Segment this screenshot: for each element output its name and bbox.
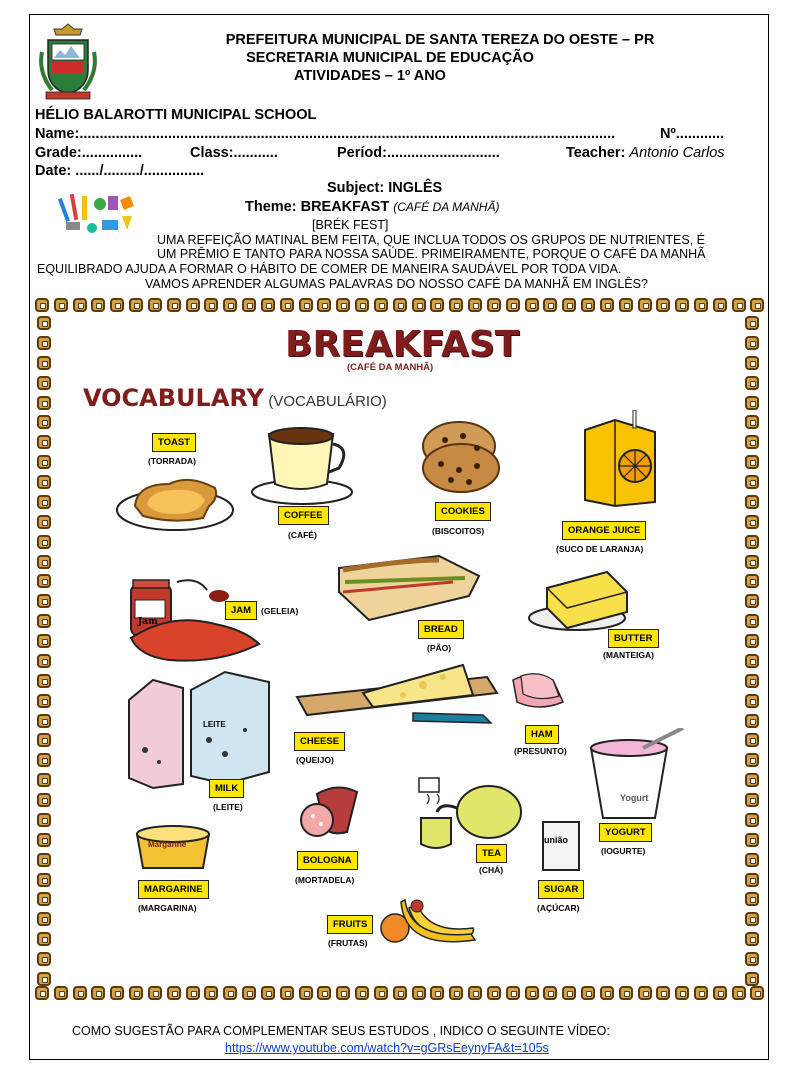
- frame-bead: [204, 986, 218, 1000]
- frame-bead: [412, 986, 426, 1000]
- frame-bead: [129, 986, 143, 1000]
- frame-bead: [732, 986, 746, 1000]
- milk-cartons-icon: [125, 670, 275, 790]
- frame-bead: [35, 986, 49, 1000]
- jam-jar-label: Jam: [138, 617, 158, 627]
- butter-icon: [527, 568, 637, 638]
- name-field: Name:.....................................................................................................................................: [35, 126, 616, 142]
- translation-toast: (TORRADA): [148, 456, 197, 466]
- frame-bead: [393, 298, 407, 312]
- frame-bead: [543, 986, 557, 1000]
- frame-bead: [745, 932, 759, 946]
- frame-bead: [600, 298, 614, 312]
- frame-bead: [745, 912, 759, 926]
- frame-bead: [355, 986, 369, 1000]
- label-bread: BREAD: [418, 620, 464, 639]
- frame-bead: [745, 535, 759, 549]
- frame-bead: [110, 298, 124, 312]
- frame-bead: [186, 986, 200, 1000]
- frame-bottom-border: [35, 986, 765, 1004]
- cookies-icon: [415, 418, 503, 496]
- frame-bead: [167, 986, 181, 1000]
- sugar-package-text: união: [544, 835, 568, 845]
- label-tea: TEA: [476, 844, 507, 863]
- frame-bead: [745, 515, 759, 529]
- frame-bead: [242, 298, 256, 312]
- frame-bead: [393, 986, 407, 1000]
- frame-bead: [619, 298, 633, 312]
- label-milk: MILK: [209, 779, 244, 798]
- frame-bead: [37, 674, 51, 688]
- frame-bead: [374, 986, 388, 1000]
- frame-bead: [675, 986, 689, 1000]
- fruits-icon: [375, 892, 481, 950]
- frame-bead: [37, 912, 51, 926]
- frame-bead: [37, 733, 51, 747]
- frame-bead: [37, 435, 51, 449]
- label-jam: JAM: [225, 601, 257, 620]
- frame-right-border: [745, 316, 763, 986]
- frame-bead: [91, 298, 105, 312]
- frame-bead: [745, 495, 759, 509]
- frame-bead: [745, 555, 759, 569]
- frame-bead: [148, 298, 162, 312]
- frame-bead: [525, 986, 539, 1000]
- label-bologna: BOLOGNA: [297, 851, 358, 870]
- grade-field: Grade:...............: [35, 145, 143, 161]
- frame-bead: [73, 298, 87, 312]
- label-margarine: MARGARINE: [138, 880, 209, 899]
- orange-juice-box-icon: [575, 410, 665, 508]
- poster-subtitle: (CAFÉ DA MANHÃ): [347, 362, 434, 373]
- theme-label: Theme: BREAKFAST: [245, 199, 390, 215]
- label-cheese: CHEESE: [294, 732, 345, 751]
- frame-bead: [223, 298, 237, 312]
- frame-bead: [317, 986, 331, 1000]
- tea-pot-icon: [407, 748, 525, 866]
- translation-sugar: (AÇÚCAR): [537, 903, 580, 913]
- frame-bead: [37, 952, 51, 966]
- translation-cheese: (QUEIJO): [296, 755, 334, 765]
- frame-bead: [745, 714, 759, 728]
- frame-bead: [37, 455, 51, 469]
- frame-bead: [713, 986, 727, 1000]
- vocabulary-title: VOCABULARY: [83, 384, 264, 412]
- frame-bead: [430, 298, 444, 312]
- frame-bead: [37, 515, 51, 529]
- frame-bead: [745, 773, 759, 787]
- frame-bead: [562, 298, 576, 312]
- frame-bead: [223, 986, 237, 1000]
- frame-bead: [713, 298, 727, 312]
- translation-coffee: (CAFÉ): [288, 530, 317, 540]
- intro-line-1: UMA REFEIÇÃO MATINAL BEM FEITA, QUE INCLUA TODOS OS GRUPOS DE NUTRIENTES, É: [157, 233, 706, 247]
- translation-bologna: (MORTADELA): [295, 875, 355, 885]
- video-link[interactable]: https://www.youtube.com/watch?v=gGRsEeynyFA&t=105s: [225, 1041, 549, 1055]
- frame-bead: [37, 654, 51, 668]
- translation-ham: (PRESUNTO): [514, 746, 567, 756]
- frame-bead: [487, 298, 501, 312]
- frame-bead: [37, 714, 51, 728]
- frame-bead: [37, 356, 51, 370]
- frame-bead: [37, 773, 51, 787]
- intro-line-2: UM PRÊMIO E TANTO PARA NOSSA SAÚDE. PRIMEIRAMENTE, PORQUE O CAFÉ DA MANHÃ: [157, 247, 706, 261]
- sugar-package-icon: [541, 820, 581, 872]
- frame-bead: [750, 298, 764, 312]
- frame-bead: [694, 986, 708, 1000]
- frame-bead: [35, 298, 49, 312]
- label-yogurt: YOGURT: [599, 823, 652, 842]
- frame-bead: [745, 356, 759, 370]
- frame-bead: [37, 813, 51, 827]
- translation-butter: (MANTEIGA): [603, 650, 654, 660]
- frame-bead: [468, 298, 482, 312]
- period-field: Períod:............................: [337, 145, 500, 161]
- translation-bread: (PÃO): [427, 643, 452, 653]
- frame-bead: [37, 694, 51, 708]
- frame-bead: [581, 986, 595, 1000]
- frame-bead: [37, 336, 51, 350]
- frame-bead: [656, 298, 670, 312]
- frame-bead: [355, 298, 369, 312]
- header-line-2: SECRETARIA MUNICIPAL DE EDUCAÇÃO: [246, 50, 534, 66]
- frame-bead: [412, 298, 426, 312]
- frame-bead: [73, 986, 87, 1000]
- teacher-field: [566, 145, 725, 161]
- frame-bead: [186, 298, 200, 312]
- coffee-cup-icon: [247, 418, 357, 508]
- frame-bead: [745, 376, 759, 390]
- frame-bead: [129, 298, 143, 312]
- frame-bead: [619, 986, 633, 1000]
- frame-bead: [468, 986, 482, 1000]
- cheese-and-knife-icon: [293, 663, 503, 733]
- frame-bead: [261, 986, 275, 1000]
- frame-bead: [745, 873, 759, 887]
- frame-left-border: [37, 316, 55, 986]
- label-butter: BUTTER: [608, 629, 659, 648]
- frame-bead: [37, 972, 51, 986]
- frame-bead: [167, 298, 181, 312]
- frame-bead: [745, 415, 759, 429]
- intro-line-4: VAMOS APRENDER ALGUMAS PALAVRAS DO NOSSO CAFÉ DA MANHÃ EM INGLÊS?: [145, 277, 648, 291]
- frame-bead: [37, 614, 51, 628]
- footer-suggestion: COMO SUGESTÃO PARA COMPLEMENTAR SEUS ESTUDOS , INDICO O SEGUINTE VÍDEO:: [72, 1024, 610, 1038]
- frame-bead: [745, 455, 759, 469]
- frame-bead: [204, 298, 218, 312]
- margarine-tub-text: Margarine: [148, 840, 187, 849]
- vocabulary-subtitle: (VOCABULÁRIO): [268, 393, 387, 410]
- frame-bead: [745, 793, 759, 807]
- translation-orange-juice: (SUCO DE LARANJA): [556, 544, 644, 554]
- frame-bead: [37, 535, 51, 549]
- frame-bead: [543, 298, 557, 312]
- frame-bead: [37, 475, 51, 489]
- translation-tea: (CHÁ): [479, 865, 504, 875]
- frame-bead: [37, 495, 51, 509]
- frame-bead: [745, 733, 759, 747]
- header-line-3: ATIVIDADES – 1º ANO: [294, 68, 446, 84]
- frame-bead: [745, 674, 759, 688]
- translation-margarine: (MARGARINA): [138, 903, 197, 913]
- frame-bead: [261, 298, 275, 312]
- milk-carton-text: LEITE: [203, 720, 226, 729]
- frame-bead: [37, 932, 51, 946]
- translation-fruits: (FRUTAS): [328, 938, 368, 948]
- frame-bead: [745, 972, 759, 986]
- frame-top-border: [35, 298, 765, 316]
- frame-bead: [745, 654, 759, 668]
- number-field: Nº............: [660, 126, 725, 142]
- label-cookies: COOKIES: [435, 502, 491, 521]
- yogurt-cup-icon: [583, 728, 693, 828]
- label-toast: TOAST: [152, 433, 196, 452]
- frame-bead: [37, 753, 51, 767]
- frame-bead: [745, 336, 759, 350]
- frame-bead: [745, 594, 759, 608]
- pronunciation: [BRÉK FEST]: [312, 218, 389, 232]
- frame-bead: [745, 316, 759, 330]
- frame-bead: [745, 694, 759, 708]
- frame-bead: [374, 298, 388, 312]
- frame-bead: [110, 986, 124, 1000]
- frame-bead: [506, 986, 520, 1000]
- theme-line: [245, 199, 499, 215]
- frame-bead: [37, 793, 51, 807]
- frame-bead: [37, 316, 51, 330]
- frame-bead: [745, 952, 759, 966]
- frame-bead: [37, 594, 51, 608]
- frame-bead: [745, 475, 759, 489]
- frame-bead: [280, 986, 294, 1000]
- frame-bead: [562, 986, 576, 1000]
- frame-bead: [638, 986, 652, 1000]
- subject-line: Subject: INGLÊS: [327, 180, 443, 196]
- frame-bead: [430, 986, 444, 1000]
- frame-bead: [37, 396, 51, 410]
- translation-yogurt: (IOGURTE): [601, 846, 646, 856]
- school-name: HÉLIO BALAROTTI MUNICIPAL SCHOOL: [35, 107, 317, 123]
- label-coffee: COFFEE: [278, 506, 329, 525]
- frame-bead: [91, 986, 105, 1000]
- municipal-crest-logo: [38, 22, 98, 102]
- frame-bead: [37, 634, 51, 648]
- yogurt-cup-text: Yogurt: [620, 793, 649, 803]
- frame-bead: [37, 555, 51, 569]
- frame-bead: [694, 298, 708, 312]
- frame-bead: [487, 986, 501, 1000]
- header-line-1: PREFEITURA MUNICIPAL DE SANTA TEREZA DO OESTE – PR: [225, 32, 655, 48]
- frame-bead: [745, 396, 759, 410]
- frame-bead: [745, 753, 759, 767]
- vocabulary-heading: [83, 384, 387, 412]
- frame-bead: [745, 614, 759, 628]
- frame-bead: [37, 376, 51, 390]
- frame-bead: [745, 892, 759, 906]
- frame-bead: [638, 298, 652, 312]
- frame-bead: [745, 574, 759, 588]
- poster-title: BREAKFAST: [285, 324, 520, 365]
- frame-bead: [675, 298, 689, 312]
- date-field: Date: ....../........./...............: [35, 163, 205, 179]
- frame-bead: [37, 892, 51, 906]
- frame-bead: [54, 298, 68, 312]
- frame-bead: [37, 833, 51, 847]
- bologna-icon: [297, 784, 367, 842]
- frame-bead: [506, 298, 520, 312]
- frame-bead: [336, 986, 350, 1000]
- frame-bead: [745, 435, 759, 449]
- frame-bead: [336, 298, 350, 312]
- toast-icon: [113, 468, 238, 538]
- intro-line-3: EQUILIBRADO AJUDA A FORMAR O HÁBITO DE COMER DE MANEIRA SAUDÁVEL POR TODA VIDA.: [37, 262, 622, 276]
- frame-bead: [37, 853, 51, 867]
- frame-bead: [581, 298, 595, 312]
- label-fruits: FRUITS: [327, 915, 373, 934]
- label-sugar: SUGAR: [538, 880, 584, 899]
- frame-bead: [280, 298, 294, 312]
- breakfast-poster: [35, 298, 765, 1004]
- translation-milk: (LEITE): [213, 802, 243, 812]
- frame-bead: [148, 986, 162, 1000]
- class-field: Class:...........: [190, 145, 278, 161]
- frame-bead: [732, 298, 746, 312]
- frame-bead: [449, 986, 463, 1000]
- frame-bead: [242, 986, 256, 1000]
- teacher-name: Antonio Carlos: [629, 145, 725, 161]
- label-ham: HAM: [525, 725, 559, 744]
- translation-cookies: (BISCOITOS): [432, 526, 485, 536]
- frame-bead: [37, 873, 51, 887]
- frame-bead: [750, 986, 764, 1000]
- frame-bead: [656, 986, 670, 1000]
- frame-bead: [600, 986, 614, 1000]
- school-supplies-icon: [58, 190, 138, 242]
- frame-bead: [525, 298, 539, 312]
- frame-bead: [54, 986, 68, 1000]
- bread-icon: [335, 552, 485, 622]
- frame-bead: [317, 298, 331, 312]
- frame-bead: [745, 853, 759, 867]
- teacher-label: Teacher:: [566, 145, 626, 161]
- frame-bead: [37, 574, 51, 588]
- frame-bead: [299, 298, 313, 312]
- theme-translation: (CAFÉ DA MANHÃ): [393, 200, 500, 214]
- frame-bead: [449, 298, 463, 312]
- ham-slices-icon: [509, 670, 567, 712]
- frame-bead: [745, 634, 759, 648]
- frame-bead: [37, 415, 51, 429]
- frame-bead: [745, 833, 759, 847]
- frame-bead: [299, 986, 313, 1000]
- translation-jam: (GELEIA): [261, 606, 299, 616]
- frame-bead: [745, 813, 759, 827]
- label-orange-juice: ORANGE JUICE: [562, 521, 646, 540]
